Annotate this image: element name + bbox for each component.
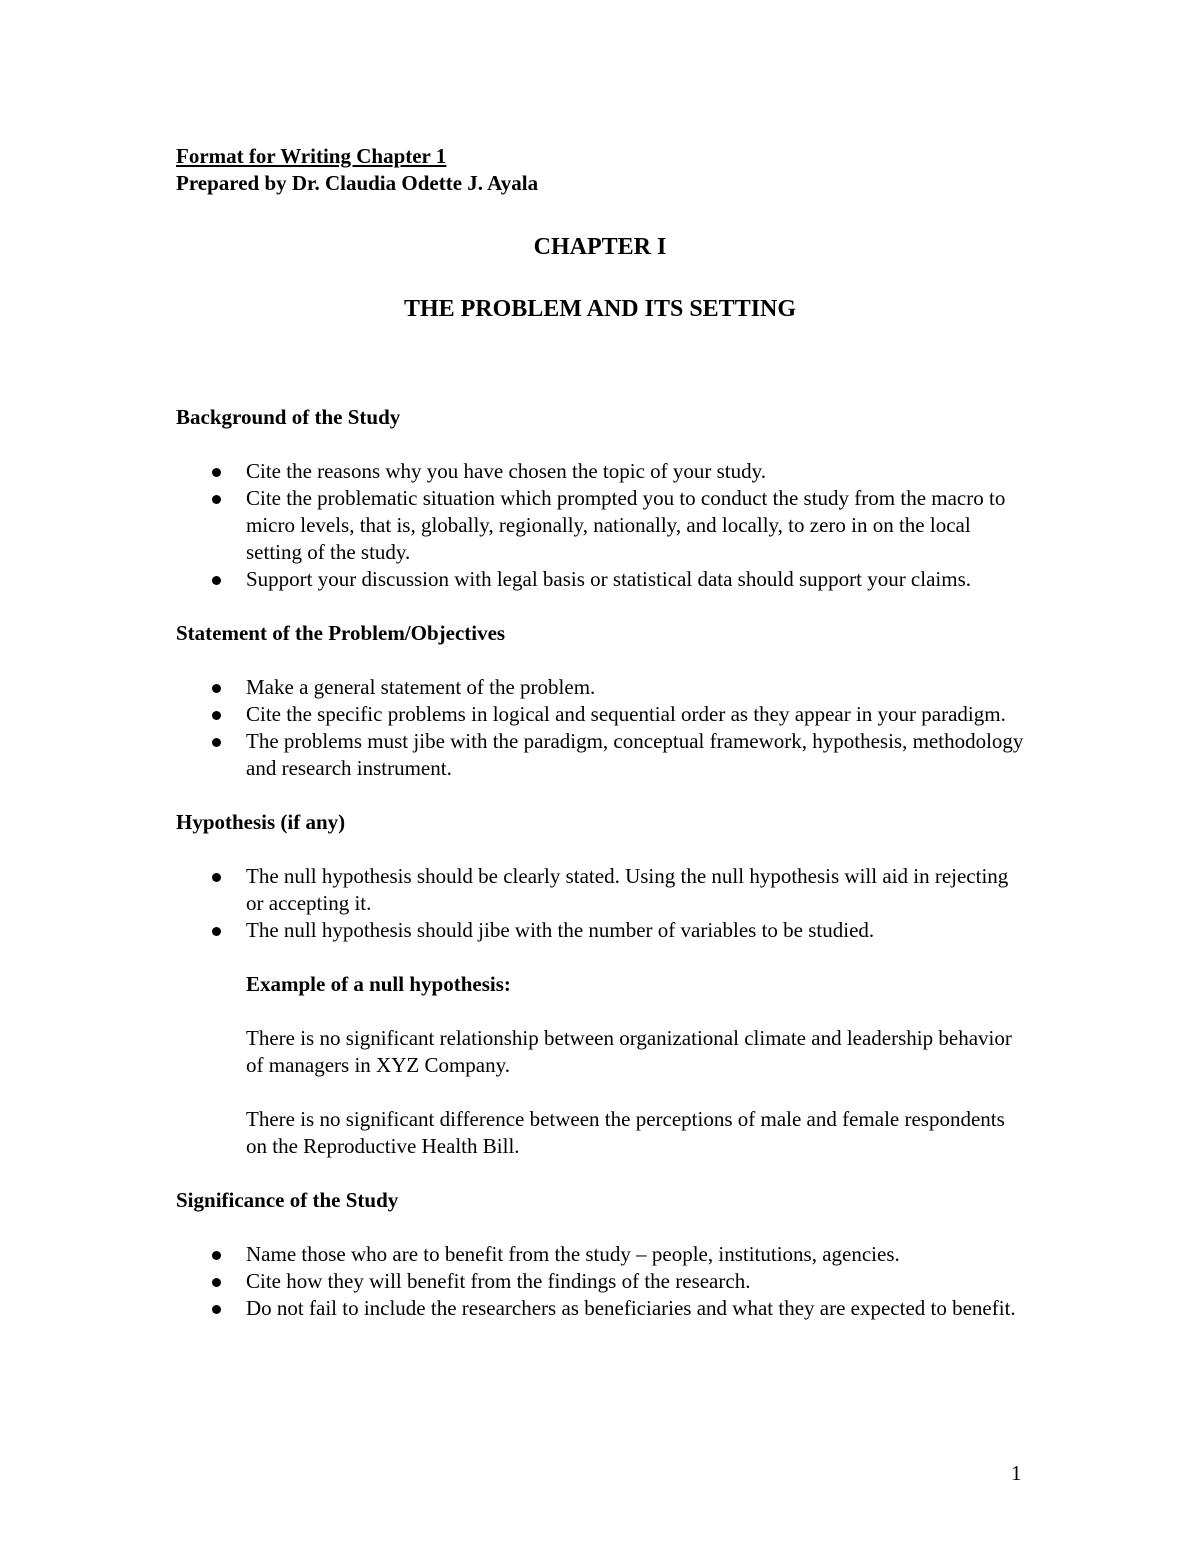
bullet-icon	[212, 873, 221, 882]
list-item	[176, 728, 1026, 782]
prepared-by-line: Prepared by Dr. Claudia Odette J. Ayala	[176, 171, 539, 195]
example-heading: Example of a null hypothesis:	[246, 972, 511, 996]
list-item-text: Cite the reasons why you have chosen the topic of your study.	[246, 459, 767, 483]
section-heading-background: Background of the Study	[176, 405, 401, 429]
format-title: Format for Writing Chapter 1	[176, 144, 447, 168]
section-heading-hypothesis: Hypothesis (if any)	[176, 810, 346, 834]
bullet-icon	[212, 684, 221, 693]
bullet-icon	[212, 576, 221, 585]
list-item-text: The null hypothesis should be clearly stated. Using the null hypothesis will aid in rejecting or accepting it.	[246, 864, 1009, 915]
list-item-text: Do not fail to include the researchers as beneficiaries and what they are expected to benefit.	[246, 1296, 1016, 1320]
section-heading-significance: Significance of the Study	[176, 1188, 399, 1212]
bullet-icon	[212, 1305, 221, 1314]
bullet-icon	[212, 1278, 221, 1287]
list-item-text: Cite the specific problems in logical and sequential order as they appear in your paradigm.	[246, 702, 1006, 726]
list-item	[176, 1295, 1026, 1322]
list-item	[176, 1241, 1026, 1268]
list-item	[176, 485, 1026, 566]
list-item	[176, 458, 1026, 485]
list-item-text: Cite how they will benefit from the findings of the research.	[246, 1269, 751, 1293]
list-item	[176, 674, 1026, 701]
list-item	[176, 1268, 1026, 1295]
page-number: 1	[1011, 1461, 1022, 1485]
list-item-text: Name those who are to benefit from the study – people, institutions, agencies.	[246, 1242, 900, 1266]
bullet-icon	[212, 468, 221, 477]
bullet-list-background	[176, 458, 1026, 593]
bullet-list-statement	[176, 674, 1026, 782]
document-content	[176, 143, 1026, 1322]
section-heading-statement: Statement of the Problem/Objectives	[176, 621, 506, 645]
example-paragraph: There is no significant difference between the perceptions of male and female respondents on the Reproductive Health Bill.	[246, 1107, 1005, 1158]
chapter-subtitle: THE PROBLEM AND ITS SETTING	[403, 296, 797, 322]
bullet-icon	[212, 495, 221, 504]
list-item-text: Cite the problematic situation which prompted you to conduct the study from the macro to micro levels, that is, globally, regionally, nationally, and locally, to zero in on the local setting of the study.	[246, 486, 1006, 564]
list-item	[176, 701, 1026, 728]
bullet-icon	[212, 711, 221, 720]
list-item-text: The null hypothesis should jibe with the number of variables to be studied.	[246, 918, 875, 942]
chapter-title: CHAPTER I	[533, 234, 667, 260]
list-item	[176, 863, 1026, 917]
bullet-icon	[212, 927, 221, 936]
bullet-list-hypothesis	[176, 863, 1026, 944]
list-item-text: Support your discussion with legal basis or statistical data should support your claims.	[246, 567, 972, 591]
bullet-icon	[212, 1251, 221, 1260]
bullet-icon	[212, 738, 221, 747]
bullet-list-significance	[176, 1241, 1026, 1322]
list-item	[176, 566, 1026, 593]
example-paragraph: There is no significant relationship between organizational climate and leadership behavior of managers in XYZ Company.	[246, 1026, 1012, 1077]
list-item-text: Make a general statement of the problem.	[246, 675, 596, 699]
list-item	[176, 917, 1026, 944]
list-item-text: The problems must jibe with the paradigm, conceptual framework, hypothesis, methodology and research instrument.	[246, 729, 1024, 780]
